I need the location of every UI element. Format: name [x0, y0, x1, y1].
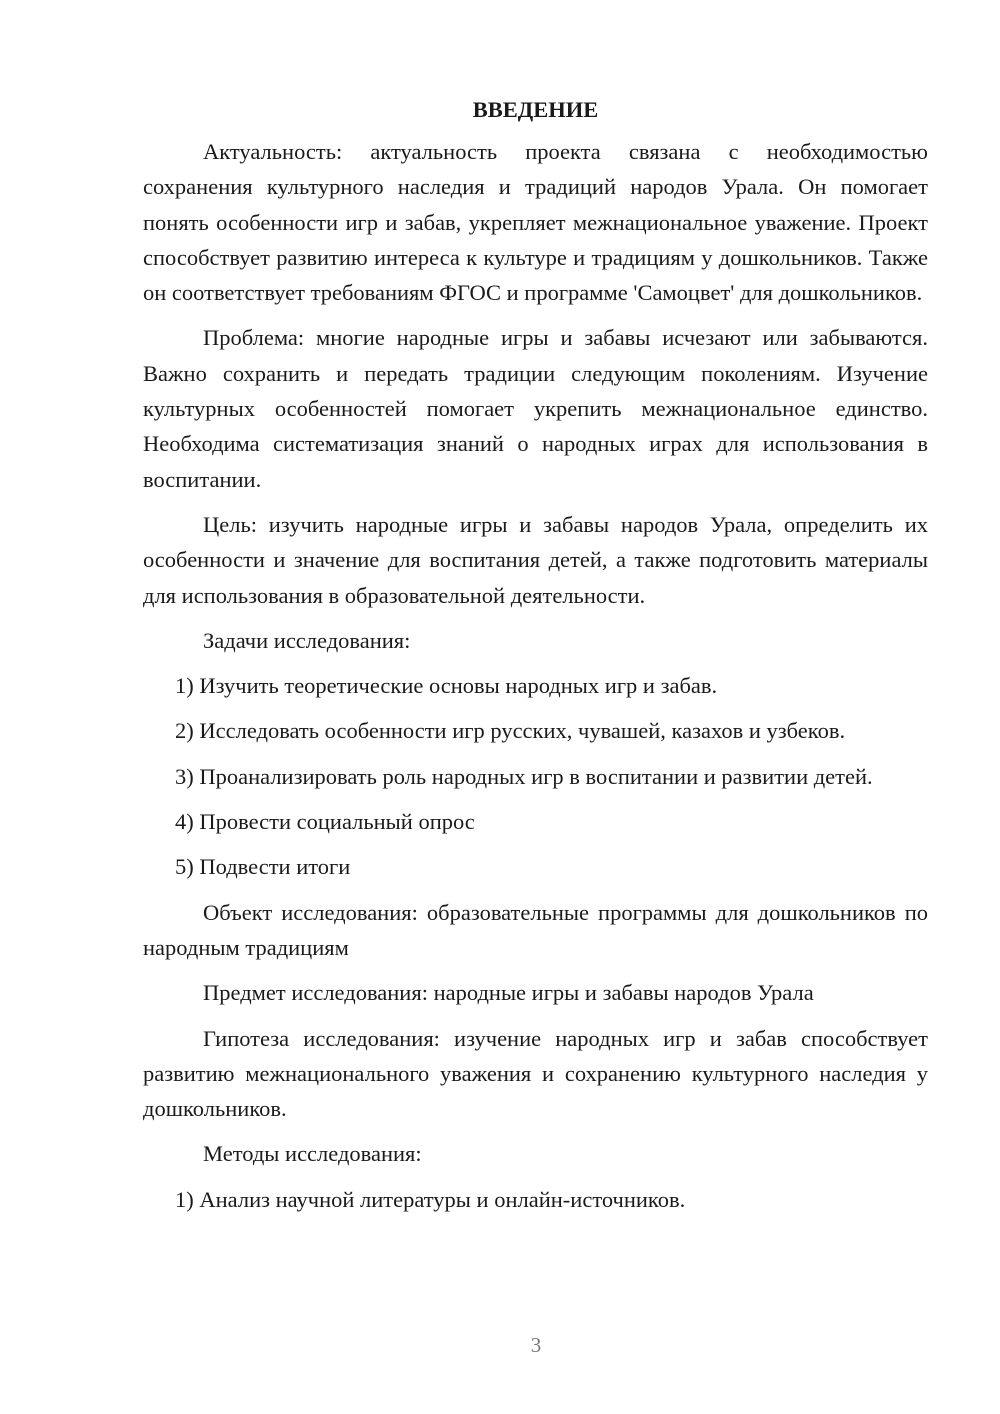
- paragraph-subject: Предмет исследования: народные игры и забавы народов Урала: [203, 980, 814, 1006]
- list-item-method-1: 1) Анализ научной литературы и онлайн-источников.: [175, 1186, 686, 1212]
- paragraph-goal: Цель: изучить народные игры и забавы народов Урала, определить их особенности и значение для воспитания детей, а также подготовить материалы для использования в образовательной деятельности.: [143, 511, 928, 608]
- paragraph-relevance: Актуальность: актуальность проекта связана с необходимостью сохранения культурного наследия и традиций народов Урала. Он помогает понять особенности игр и забав, укрепляет межнациональное уважение. Проект способствует развитию интереса к культуре и традициям у дошкольников. Также он соответствует требованиям ФГОС и программе 'Самоцвет' для дошкольников.: [143, 139, 928, 306]
- document-page: [143, 96, 928, 1227]
- list-item-task-1: 1) Изучить теоретические основы народных игр и забав.: [175, 673, 718, 699]
- paragraph-problem: Проблема: многие народные игры и забавы исчезают или забываются. Важно сохранить и передать традиции следующим поколениям. Изучение культурных особенностей помогает укрепить межнациональное единство. Необходима систематизация знаний о народных играх для использования в воспитании.: [143, 325, 928, 492]
- section-title: ВВЕДЕНИЕ: [472, 97, 599, 122]
- list-item-task-5: 5) Подвести итоги: [175, 854, 351, 880]
- paragraph-tasks-heading: Задачи исследования:: [203, 627, 411, 653]
- paragraph-object: Объект исследования: образовательные программы для дошкольников по народным традициям: [143, 899, 928, 960]
- paragraph-hypothesis: Гипотеза исследования: изучение народных игр и забав способствует развитию межнационального уважения и сохранению культурного наследия у дошкольников.: [143, 1025, 928, 1122]
- list-item-task-2: 2) Исследовать особенности игр русских, чувашей, казахов и узбеков.: [175, 718, 846, 744]
- list-item-task-3: 3) Проанализировать роль народных игр в воспитании и развитии детей.: [175, 763, 873, 789]
- paragraph-methods-heading: Методы исследования:: [203, 1141, 422, 1167]
- page-number: 3: [530, 1333, 542, 1357]
- list-item-task-4: 4) Провести социальный опрос: [175, 809, 475, 835]
